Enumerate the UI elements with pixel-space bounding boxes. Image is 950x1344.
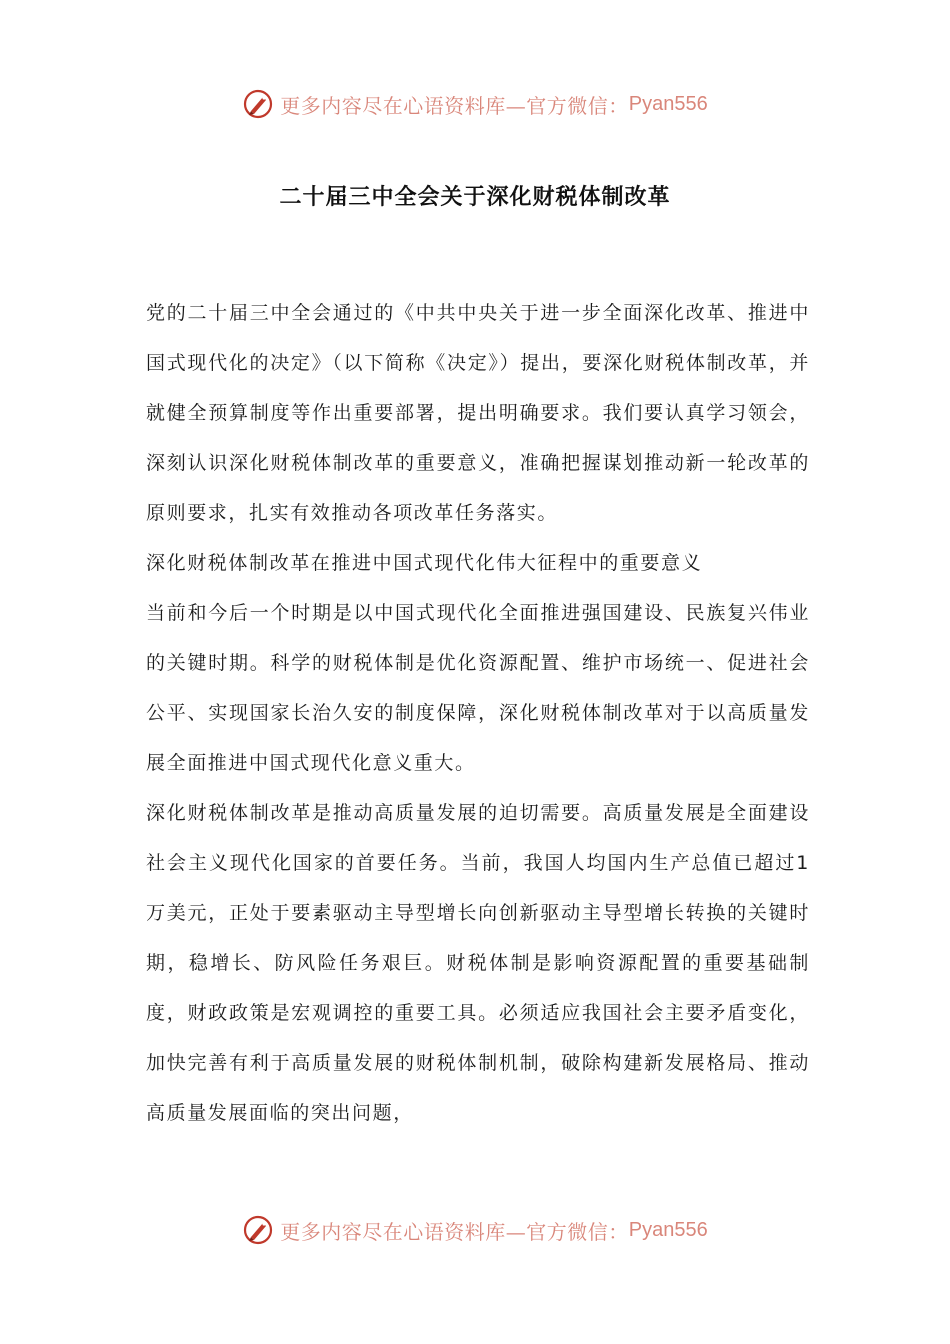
pen-logo-icon — [242, 88, 274, 120]
paragraph-intro: 党的二十届三中全会通过的《中共中央关于进一步全面深化改革、推进中国式现代化的决定》（以下简称《决定》）提出，要深化财税体制改革，并就健全预算制度等作出重要部署，提出明确要求。我们要认真学习领会，深刻认识深化财税体制改革的重要意义，准确把握谋划推动新一轮改革的原则要求，扎实有效推动各项改革任务落实。 — [146, 302, 810, 524]
banner-text: 更多内容尽在心语资料库—官方微信： — [280, 1219, 629, 1244]
paragraph-context: 当前和今后一个时期是以中国式现代化全面推进强国建设、民族复兴伟业的关键时期。科学的财税体制是优化资源配置、维护市场统一、促进社会公平、实现国家长治久安的制度保障，深化财税体制改革对于以高质量发展全面推进中国式现代化意义重大。 — [146, 602, 810, 774]
header-banner — [0, 84, 950, 124]
paragraph-high-quality-development: 深化财税体制改革是推动高质量发展的迫切需要。高质量发展是全面建设社会主义现代化国家的首要任务。当前，我国人均国内生产总值已超过1万美元，正处于要素驱动主导型增长向创新驱动主导型增长转换的关键时期，稳增长、防风险任务艰巨。财税体制是影响资源配置的重要基础制度，财政政策是宏观调控的重要工具。必须适应我国社会主要矛盾变化，加快完善有利于高质量发展的财税体制机制，破除构建新发展格局、推动高质量发展面临的突出问题， — [146, 802, 810, 1124]
section-heading: 深化财税体制改革在推进中国式现代化伟大征程中的重要意义 — [146, 552, 703, 574]
wechat-id: Pyan556 — [628, 92, 708, 115]
pen-logo-icon — [242, 1214, 274, 1246]
wechat-id: Pyan556 — [628, 1218, 708, 1241]
banner-text: 更多内容尽在心语资料库—官方微信： — [280, 93, 629, 118]
document-body — [146, 288, 810, 1138]
footer-banner — [0, 1210, 950, 1250]
document-title: 二十届三中全会关于深化财税体制改革 — [279, 185, 671, 210]
